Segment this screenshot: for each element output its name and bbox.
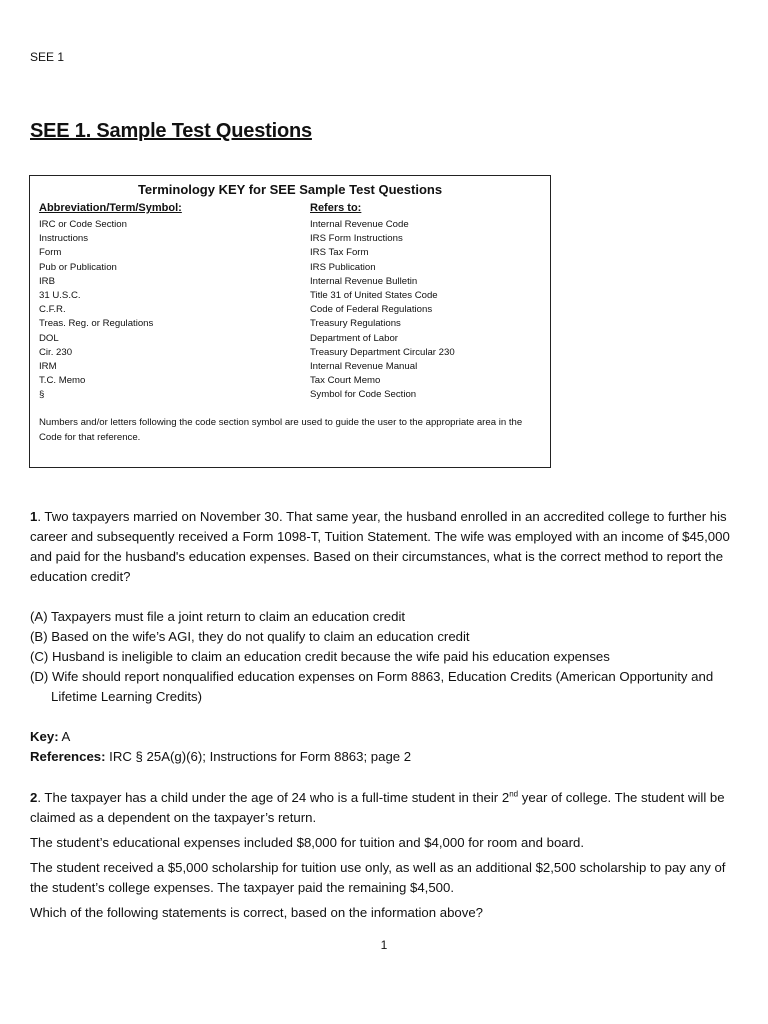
refers-to-cell: IRS Form Instructions — [310, 233, 403, 245]
question-2-number: 2 — [30, 790, 38, 805]
term-cell: DOL — [39, 332, 59, 344]
refers-to-cell: IRS Tax Form — [310, 247, 369, 259]
terminology-note: Numbers and/or letters following the code section symbol are used to guide the user to the appropriate area in the Code for that reference. — [39, 417, 523, 443]
term-cell: C.F.R. — [39, 304, 66, 316]
terminology-row — [30, 218, 550, 232]
refers-to-cell: Department of Labor — [310, 332, 398, 344]
terminology-row — [30, 289, 550, 303]
answer-key-label: Key: — [30, 729, 59, 744]
refers-to-cell: Code of Federal Regulations — [310, 304, 433, 316]
question-2-text-part1: . The taxpayer has a child under the age of 24 who is a full-time student in their 2 — [37, 790, 510, 805]
question-2-text-sup: nd — [509, 789, 519, 799]
question-2-para-4: Which of the following statements is correct, based on the information above? — [30, 905, 484, 920]
terminology-row — [30, 317, 550, 331]
refers-to-cell: Internal Revenue Manual — [310, 360, 418, 372]
question-2-para-2: The student’s educational expenses included $8,000 for tuition and $4,000 for room and board. — [30, 835, 585, 850]
terminology-row — [30, 246, 550, 260]
term-cell: IRC or Code Section — [39, 219, 127, 230]
terminology-row — [30, 261, 550, 275]
column-header-term: Abbreviation/Term/Symbol: — [39, 202, 182, 214]
option-b: (B) Based on the wife’s AGI, they do not qualify to claim an education credit — [30, 629, 470, 644]
term-cell: Treas. Reg. or Regulations — [39, 318, 154, 330]
terminology-row — [30, 346, 550, 360]
question-1-number: 1 — [30, 509, 38, 524]
term-cell: § — [39, 389, 45, 401]
question-1 — [30, 507, 730, 587]
terminology-row — [30, 303, 550, 317]
refers-to-cell: Internal Revenue Code — [310, 219, 409, 230]
refers-to-cell: Treasury Regulations — [310, 318, 401, 330]
question-2-text-part2: year of college. The student will be claimed as a dependent on the taxpayer’s return. — [30, 790, 725, 825]
terminology-row — [30, 388, 550, 402]
terminology-row — [30, 275, 550, 289]
term-cell: Pub or Publication — [39, 261, 117, 273]
term-cell: 31 U.S.C. — [39, 289, 81, 301]
references-label: References: — [30, 749, 106, 764]
question-1-text: . Two taxpayers married on November 30. That same year, the husband enrolled in an accredited college to further his career and subsequently received a Form 1098-T, Tuition Statement. The wife was employed with an income of $45,000 and paid for the husband's education expenses. Based on their circumstances, what is the correct method to report the education credit? — [30, 509, 730, 584]
option-a: (A) Taxpayers must file a joint return to claim an education credit — [30, 609, 406, 624]
question-1-answer — [30, 727, 730, 767]
terminology-rows — [30, 218, 550, 402]
refers-to-cell: Symbol for Code Section — [310, 389, 417, 401]
terminology-row — [30, 374, 550, 388]
page-number: 1 — [380, 938, 388, 952]
terminology-key-box — [29, 175, 551, 468]
refers-to-cell: Title 31 of United States Code — [310, 289, 438, 301]
option-c: (C) Husband is ineligible to claim an education credit because the wife paid his education expenses — [30, 649, 610, 664]
term-cell: Cir. 230 — [39, 346, 73, 358]
header-label: SEE 1 — [30, 50, 65, 64]
terminology-key-title: Terminology KEY for SEE Sample Test Questions — [137, 182, 443, 197]
refers-to-cell: IRS Publication — [310, 261, 376, 273]
terminology-row — [30, 360, 550, 374]
terminology-row — [30, 332, 550, 346]
page-title: SEE 1. Sample Test Questions — [30, 120, 312, 142]
question-2-para-3: The student received a $5,000 scholarship for tuition use only, as well as an additional $2,500 scholarship to pay any of the student’s college expenses. The taxpayer paid the remaining $4,500. — [30, 860, 726, 895]
refers-to-cell: Internal Revenue Bulletin — [310, 275, 418, 287]
term-cell: Instructions — [39, 233, 89, 245]
answer-key-value: A — [58, 729, 71, 744]
term-cell: IRM — [39, 360, 57, 372]
option-d: (D) Wife should report nonqualified education expenses on Form 8863, Education Credits (American Opportunity and Lifetime Learning Credits) — [30, 669, 714, 704]
column-header-refers: Refers to: — [310, 202, 362, 214]
term-cell: IRB — [39, 275, 55, 287]
term-cell: Form — [39, 247, 62, 259]
term-cell: T.C. Memo — [39, 375, 86, 387]
references-value: IRC § 25A(g)(6); Instructions for Form 8863; page 2 — [105, 749, 412, 764]
terminology-row — [30, 232, 550, 246]
question-2 — [30, 788, 730, 923]
refers-to-cell: Tax Court Memo — [310, 375, 381, 387]
question-1-options — [30, 607, 730, 707]
refers-to-cell: Treasury Department Circular 230 — [310, 346, 455, 358]
